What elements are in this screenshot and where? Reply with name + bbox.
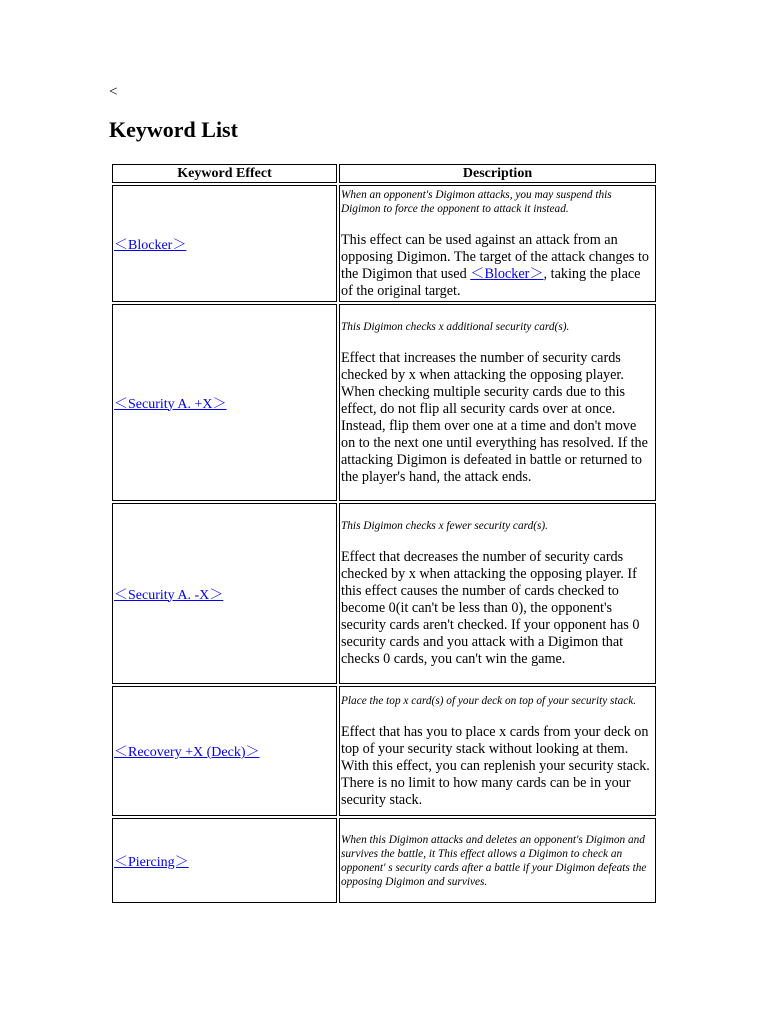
keyword-link-blocker[interactable]: ＜Blocker＞ [114, 237, 187, 253]
keyword-cell [112, 503, 337, 684]
table-header-row [112, 164, 656, 183]
keyword-cell [112, 686, 337, 816]
description-text: , taking the place of the original target. [341, 265, 641, 299]
keyword-link-piercing[interactable]: ＜Piercing＞ [114, 854, 189, 870]
keyword-cell [112, 818, 337, 903]
keyword-description: Effect that decreases the number of security cards checked by x when attacking the opposing player. If this effect causes the number of cards checked to become 0(it can't be less than 0), the opponent's security cards aren't checked. If your opponent has 0 security cards and you attack with a Digimon that checks 0 cards, you can't win the game. [341, 549, 640, 667]
description-cell [339, 818, 656, 903]
keyword-link-recovery[interactable]: ＜Recovery +X (Deck)＞ [114, 745, 260, 760]
keyword-summary: Place the top x card(s) of your deck on top of your security stack. [341, 694, 637, 707]
table-row [112, 304, 656, 501]
header-keyword-effect: Keyword Effect [112, 164, 337, 183]
keyword-cell [112, 185, 337, 302]
keyword-description: Effect that has you to place x cards from your deck on top of your security stack without looking at them. With this effect, you can replenish your security stack. There is no limit to how many cards can be in your security stack. [341, 723, 650, 808]
inline-blocker-link[interactable]: ＜Blocker＞ [470, 265, 544, 282]
table-row [112, 503, 656, 684]
keyword-description [341, 232, 654, 300]
keyword-description: Effect that increases the number of security cards checked by x when attacking the opposing player. When checking multiple security cards due to this effect, do not flip all security cards over at once. Instead, flip them over one at a time and don't move on to the next one until everything has resolved. If the attacking Digimon is defeated in battle or returned to the player's hand, the attack ends. [341, 349, 648, 485]
header-description: Description [339, 164, 656, 183]
table-row [112, 185, 656, 302]
page-title: Keyword List [109, 117, 238, 142]
keyword-summary: When an opponent's Digimon attacks, you may suspend this Digimon to force the opponent to attack it instead. [341, 188, 612, 215]
description-cell [339, 304, 656, 501]
description-cell [339, 686, 656, 816]
keyword-summary: When this Digimon attacks and deletes an opponent's Digimon and survives the battle, it This effect allows a Digimon to check an opponent' s security cards after a battle if your Digimon defeats the opposing Digimon and survives. [341, 833, 647, 888]
description-cell [339, 185, 656, 302]
table-row [112, 686, 656, 816]
keyword-summary: This Digimon checks x additional security card(s). [341, 320, 570, 333]
back-link[interactable]: < [109, 84, 118, 100]
keyword-cell [112, 304, 337, 501]
keyword-link-security-a-minus[interactable]: ＜Security A. -X＞ [114, 587, 224, 603]
table-row [112, 818, 656, 903]
keyword-table [110, 162, 658, 905]
keyword-summary: This Digimon checks x fewer security card(s). [341, 520, 548, 532]
keyword-link-security-a-plus[interactable]: ＜Security A. +X＞ [114, 396, 227, 412]
description-cell [339, 503, 656, 684]
description-text: This effect can be used against an attack from an opposing Digimon. The target of the attack changes to the Digimon that used [341, 231, 649, 282]
